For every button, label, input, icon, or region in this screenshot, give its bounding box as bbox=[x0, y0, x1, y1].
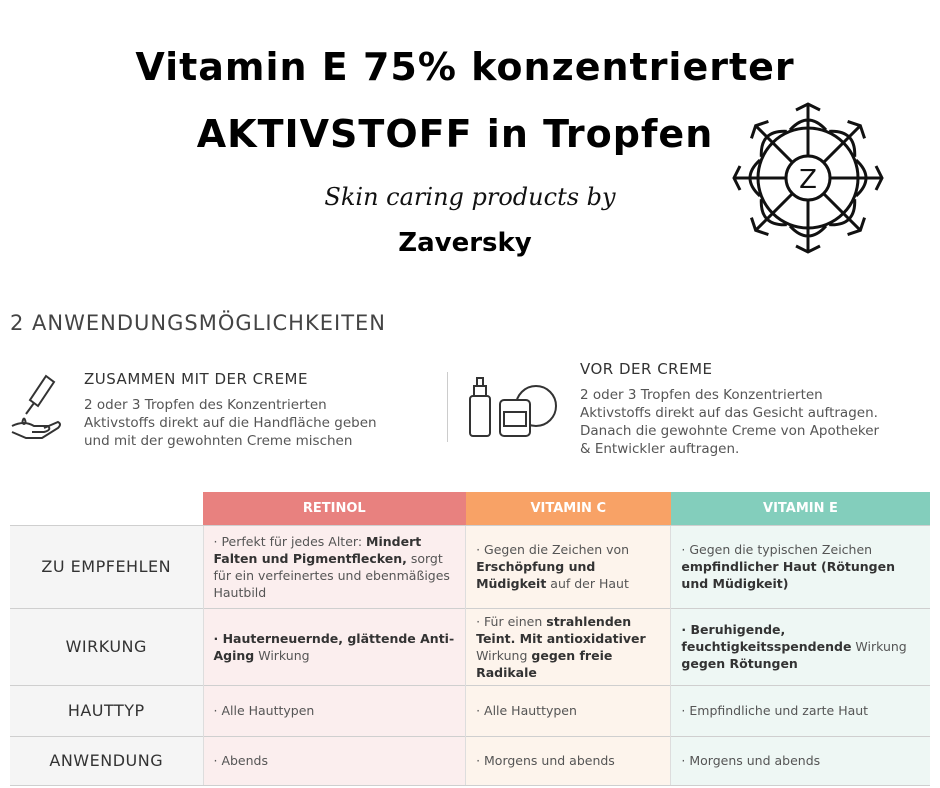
use-title: VOR DER CREME bbox=[580, 360, 713, 378]
table-cell bbox=[203, 736, 466, 785]
cell-text: · Alle Hauttypen bbox=[213, 703, 315, 718]
cell-text: empfindlicher Haut (Rötungen und Müdigkeit) bbox=[681, 559, 896, 591]
cell-text: · Empfindliche und zarte Haut bbox=[681, 703, 869, 718]
column-header: VITAMIN E bbox=[671, 492, 930, 525]
use-line: 2 oder 3 Tropfen des Konzentrierten bbox=[84, 397, 327, 413]
title-line-2: AKTIVSTOFF in Tropfen bbox=[196, 112, 714, 156]
cell-text: gegen freie Radikale bbox=[476, 647, 613, 680]
table-row bbox=[10, 525, 930, 608]
cell-text: sorgt für ein verfeinertes und ebenmäßiges Hautbild bbox=[213, 550, 450, 600]
use-option-together bbox=[84, 370, 377, 450]
cell-text: Erschöpfung und Müdigkeit bbox=[476, 559, 596, 591]
use-line: Danach die gewohnte Creme von Apotheker bbox=[580, 423, 880, 439]
cell-text: Wirkung bbox=[254, 647, 310, 663]
table-cell bbox=[671, 525, 930, 608]
cell-text: · Für einen bbox=[476, 613, 547, 629]
table-cell bbox=[466, 736, 671, 785]
cell-text: · Perfekt für jedes Alter: bbox=[213, 533, 367, 549]
dropper-hand-icon bbox=[8, 372, 64, 440]
table-cell bbox=[466, 525, 671, 608]
use-title: ZUSAMMEN MIT DER CREME bbox=[84, 370, 308, 388]
column-header: RETINOL bbox=[203, 492, 466, 525]
cell-text: auf der Haut bbox=[546, 576, 629, 591]
use-line: 2 oder 3 Tropfen des Konzentrierten bbox=[580, 387, 823, 403]
row-label: WIRKUNG bbox=[10, 608, 203, 685]
cell-text: Mindert Falten und Pigmentflecken, bbox=[213, 533, 422, 566]
cell-text: · Hauterneuernde, glättende Anti-Aging bbox=[213, 630, 455, 663]
divider bbox=[447, 372, 448, 442]
table-row bbox=[10, 608, 930, 685]
cell-text: · Morgens und abends bbox=[476, 753, 615, 768]
subtitle: Skin caring products by bbox=[324, 183, 616, 211]
table-cell bbox=[466, 685, 671, 736]
row-label: HAUTTYP bbox=[10, 685, 203, 736]
title-line-1: Vitamin E 75% konzentrierter bbox=[135, 45, 795, 89]
row-label: ANWENDUNG bbox=[10, 736, 203, 785]
table-cell bbox=[466, 608, 671, 685]
cell-text: · Morgens und abends bbox=[681, 753, 821, 768]
column-header: VITAMIN C bbox=[466, 492, 671, 525]
use-line: Aktivstoffs direkt auf die Handfläche geben bbox=[84, 415, 377, 431]
cell-text: · Gegen die typischen Zeichen bbox=[681, 542, 873, 557]
table-cell bbox=[671, 608, 930, 685]
cell-text: strahlenden Teint. Mit antioxidativer bbox=[476, 613, 646, 646]
cell-text: gegen Rötungen bbox=[681, 656, 798, 671]
empty-header bbox=[10, 492, 203, 525]
zaversky-logo-icon bbox=[730, 100, 886, 256]
cell-text: Wirkung bbox=[476, 647, 532, 663]
table-cell bbox=[203, 685, 466, 736]
row-label: ZU EMPFEHLEN bbox=[10, 525, 203, 608]
table-cell bbox=[203, 608, 466, 685]
cell-text: Wirkung bbox=[851, 639, 907, 654]
table-row bbox=[10, 736, 930, 785]
brand-name: Zaversky bbox=[398, 228, 532, 258]
bottle-jar-icon bbox=[466, 376, 560, 438]
use-option-before bbox=[580, 360, 879, 458]
use-line: & Entwickler auftragen. bbox=[580, 441, 740, 457]
table-row bbox=[10, 685, 930, 736]
table-cell bbox=[203, 525, 466, 608]
cell-text: · Alle Hauttypen bbox=[476, 703, 577, 718]
use-line: Aktivstoffs direkt auf das Gesicht auftragen. bbox=[580, 405, 878, 421]
svg-text:Z: Z bbox=[799, 165, 817, 195]
cell-text: · Abends bbox=[213, 753, 268, 768]
section-title: 2 ANWENDUNGSMÖGLICHKEITEN bbox=[10, 311, 387, 335]
table-cell bbox=[671, 685, 930, 736]
cell-text: · Beruhigende, feuchtigkeitsspendende bbox=[681, 622, 852, 654]
use-line: und mit der gewohnten Creme mischen bbox=[84, 433, 353, 449]
cell-text: · Gegen die Zeichen von bbox=[476, 542, 630, 557]
table-cell bbox=[671, 736, 930, 785]
comparison-table bbox=[10, 492, 930, 786]
